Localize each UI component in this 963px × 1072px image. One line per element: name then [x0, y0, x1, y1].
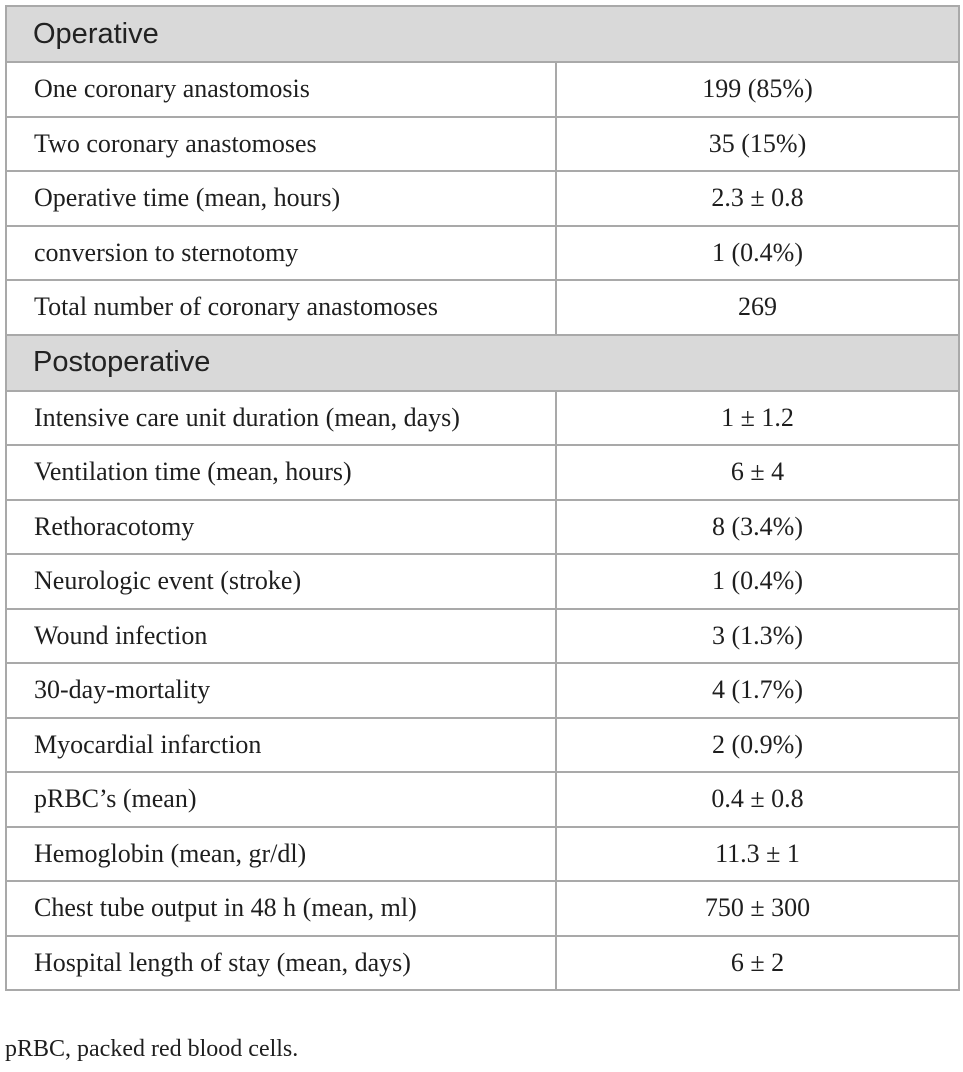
- table-row: [6, 663, 959, 718]
- row-value: 1 (0.4%): [556, 226, 959, 281]
- table-row: [6, 280, 959, 335]
- row-label: Wound infection: [6, 609, 556, 664]
- table-row: [6, 171, 959, 226]
- row-label: pRBC’s (mean): [6, 772, 556, 827]
- row-label: Ventilation time (mean, hours): [6, 445, 556, 500]
- row-value: 2 (0.9%): [556, 718, 959, 773]
- table-row: [6, 226, 959, 281]
- row-label: conversion to sternotomy: [6, 226, 556, 281]
- table-row: [6, 881, 959, 936]
- row-value: 0.4 ± 0.8: [556, 772, 959, 827]
- section-header-row: [6, 335, 959, 391]
- outcomes-table: [5, 5, 960, 991]
- row-value: 750 ± 300: [556, 881, 959, 936]
- row-value: 6 ± 2: [556, 936, 959, 991]
- section-header-row: [6, 6, 959, 62]
- table-row: [6, 117, 959, 172]
- row-label: One coronary anastomosis: [6, 62, 556, 117]
- row-label: Myocardial infarction: [6, 718, 556, 773]
- row-label: Intensive care unit duration (mean, days): [6, 391, 556, 446]
- row-value: 11.3 ± 1: [556, 827, 959, 882]
- row-value: 2.3 ± 0.8: [556, 171, 959, 226]
- row-value: 4 (1.7%): [556, 663, 959, 718]
- row-label: Two coronary anastomoses: [6, 117, 556, 172]
- row-label: Total number of coronary anastomoses: [6, 280, 556, 335]
- section-title: Operative: [6, 6, 959, 62]
- row-value: 35 (15%): [556, 117, 959, 172]
- table-row: [6, 827, 959, 882]
- table-row: [6, 718, 959, 773]
- table-row: [6, 445, 959, 500]
- row-value: 3 (1.3%): [556, 609, 959, 664]
- table-footnote: pRBC, packed red blood cells.: [5, 1036, 299, 1062]
- row-value: 1 (0.4%): [556, 554, 959, 609]
- table-row: [6, 609, 959, 664]
- row-label: Rethoracotomy: [6, 500, 556, 555]
- row-value: 269: [556, 280, 959, 335]
- row-label: Hemoglobin (mean, gr/dl): [6, 827, 556, 882]
- row-value: 8 (3.4%): [556, 500, 959, 555]
- row-value: 1 ± 1.2: [556, 391, 959, 446]
- section-title: Postoperative: [6, 335, 959, 391]
- row-label: Hospital length of stay (mean, days): [6, 936, 556, 991]
- table-row: [6, 554, 959, 609]
- row-value: 199 (85%): [556, 62, 959, 117]
- table-row: [6, 500, 959, 555]
- table-row: [6, 772, 959, 827]
- table-row: [6, 391, 959, 446]
- table-body: [6, 6, 959, 990]
- row-label: 30-day-mortality: [6, 663, 556, 718]
- outcomes-table-container: [5, 5, 958, 991]
- row-value: 6 ± 4: [556, 445, 959, 500]
- table-row: [6, 936, 959, 991]
- row-label: Neurologic event (stroke): [6, 554, 556, 609]
- table-row: [6, 62, 959, 117]
- row-label: Operative time (mean, hours): [6, 171, 556, 226]
- row-label: Chest tube output in 48 h (mean, ml): [6, 881, 556, 936]
